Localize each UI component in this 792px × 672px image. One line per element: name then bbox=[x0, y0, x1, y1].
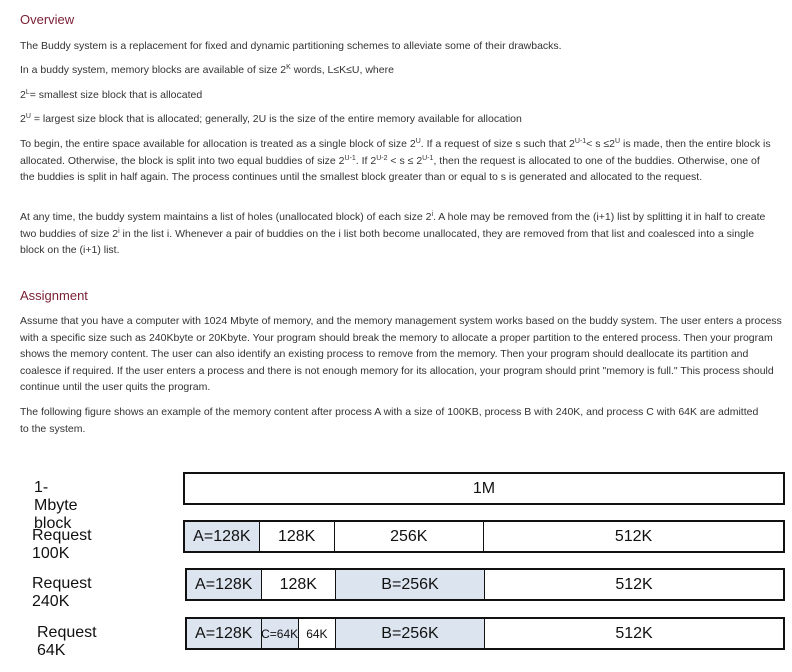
memory-block: 128K bbox=[262, 570, 337, 599]
overview-p5: To begin, the entire space available for allocation is treated as a single block of size $2^U$. If a request of size s such that $2^{U-1}< s \le 2^U$ is made, then the entire block is allocated. Otherwise, the block is split into two equal buddies of size $2^{U-1}$. If $2^{U-2} < s \le 2^{U-1}$, then the request is allocated to one of the buddies. Otherwise, one of the buddies is split in half again. The process continues until the smallest block greater than or equal to s is generated and allocated to the request. bbox=[20, 138, 771, 183]
memory-bar bbox=[185, 568, 785, 601]
memory-block: A=128K bbox=[187, 570, 262, 599]
memory-block: 64K bbox=[299, 619, 336, 648]
overview-p4: $2^U$ = largest size block that is allocated; generally, 2U is the size of the entire memory available for allocation bbox=[20, 113, 522, 125]
memory-bar bbox=[183, 472, 785, 505]
overview-p3: $2^L=$ smallest size block that is allocated bbox=[20, 89, 203, 101]
memory-block: A=128K bbox=[185, 522, 260, 551]
memory-block: 512K bbox=[615, 624, 653, 642]
assignment-p1: Assume that you have a computer with 1024 Mbyte of memory, and the memory management system works based on the buddy system. The user enters a process with a specific size such as 240Kbyte or 20Kbyte. Your program should break the memory to allocate a proper partition to the entered process. Then your program shows the memory content. The user can also identify an existing process to remove from the memory. Then your program should deallocate its partition and coalesce if required. If the user enters a process and there is not enough memory for its allocation, your program should print "memory is full." This process should continue until the user quits the program. bbox=[20, 315, 782, 393]
memory-block: 512K bbox=[615, 575, 653, 593]
row-label: Request 100K bbox=[32, 527, 92, 562]
row-label: Request 64K bbox=[37, 624, 97, 659]
memory-block: A=128K bbox=[187, 619, 262, 648]
row-label: Request 240K bbox=[32, 575, 92, 610]
memory-block: C=64K bbox=[262, 619, 299, 648]
overview-p6: At any time, the buddy system maintains a list of holes (unallocated block) of each size 2$^i$. A hole may be removed from the (i+1) list by splitting it in half to create two buddies of size 2$^i$ in the list i. Whenever a pair of buddies on the i list both become unallocated, they are removed from that list and coalesced into a single block on the (i+1) list. bbox=[20, 211, 766, 256]
memory-block: 1M bbox=[472, 479, 496, 497]
memory-bar bbox=[183, 520, 785, 553]
row-label: 1-Mbyte block bbox=[34, 479, 78, 532]
assignment-p2: The following figure shows an example of the memory content after process A with a size of 100KB, process B with 240K, and process C with 64K are admitted to the system. bbox=[20, 406, 759, 435]
memory-block: B=256K bbox=[336, 619, 485, 648]
assignment-heading: Assignment bbox=[20, 288, 88, 303]
memory-block: B=256K bbox=[336, 570, 485, 599]
memory-block: 512K bbox=[614, 527, 653, 545]
overview-p1: The Buddy system is a replacement for fixed and dynamic partitioning schemes to alleviate some of their drawbacks. bbox=[20, 40, 562, 52]
overview-heading: Overview bbox=[20, 12, 75, 27]
memory-bar bbox=[185, 617, 785, 650]
overview-p2: In a buddy system, memory blocks are available of size $2^K$ words, L≤K≤U, where bbox=[20, 64, 394, 76]
memory-block: 256K bbox=[335, 522, 485, 551]
memory-block: 128K bbox=[260, 522, 335, 551]
